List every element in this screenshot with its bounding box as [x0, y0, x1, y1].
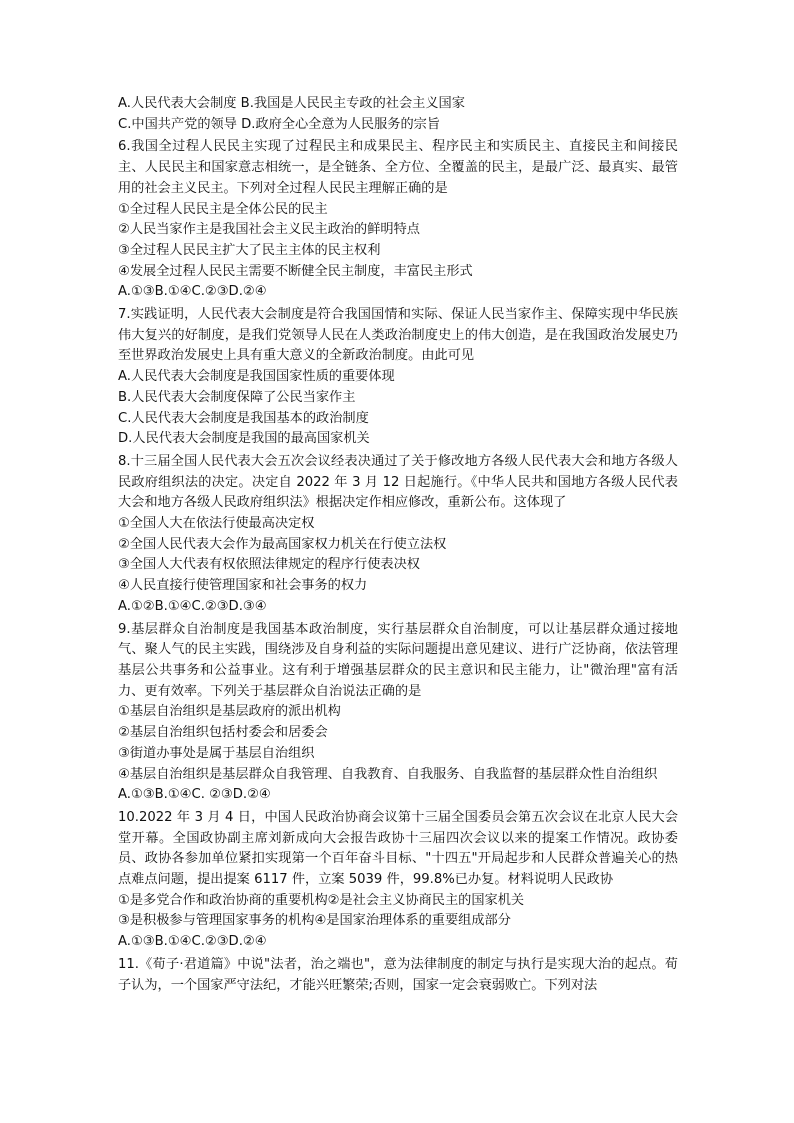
- answer-options: A.①③B.①④C.②③D.②④: [118, 284, 267, 300]
- statement-line: ③是积极参与管理国家事务的机构④是国家治理体系的重要组成部分: [118, 913, 511, 929]
- statement-line: ①是多党合作和政治协商的重要机构②是社会主义协商民主的国家机关: [118, 892, 525, 908]
- question-10-stem: 10.2022 年 3 月 4 日，中国人民政治协商会议第十三届全国委员会第五次会议在北京人民大会堂开幕。全国政协副主席刘新成向大会报告政协十三届四次会议以来的提案工作情况。政协委员、政协各参加单位紧扣实现第一个百年奋斗目标、"十四五"开局起步和人民群众普遍关心的热点难点问题，提出提案 6117 件，立案 5039 件，99.8%已办复。材料说明人民政协: [118, 809, 678, 888]
- exam-page: [118, 94, 678, 996]
- statement-line: ④发展全过程人民民主需要不断健全民主制度，丰富民主形式: [118, 263, 473, 279]
- statement-line: ③全过程人民民主扩大了民主主体的民主权利: [118, 242, 381, 258]
- statement-line: ④人民直接行使管理国家和社会事务的权力: [118, 578, 368, 594]
- option-line: C.人民代表大会制度是我国基本的政治制度: [118, 410, 369, 426]
- statement-line: ①全国人大在依法行使最高决定权: [118, 516, 315, 532]
- question-11-stem: 11.《荀子·君道篇》中说"法者，治之端也"，意为法律制度的制定与执行是实现大治的起点。荀子认为，一个国家严守法纪，才能兴旺繁荣;否则，国家一定会衰弱败亡。下列对法: [118, 956, 678, 993]
- question-9-stem: 9.基层群众自治制度是我国基本政治制度，实行基层群众自治制度，可以让基层群众通过接地气、聚人气的民主实践，围绕涉及自身利益的实际问题提出意见建议、进行广泛协商，依法管理基层公共事务和公益事业。这有利于增强基层群众的民主意识和民主能力，让"微治理"富有活力、更有效率。下列关于基层群众自治说法正确的是: [118, 621, 678, 699]
- statement-line: ①全过程人民民主是全体公民的民主: [118, 201, 328, 217]
- statement-line: ②基层自治组织包括村委会和居委会: [118, 725, 328, 741]
- question-6-stem: 6.我国全过程人民民主实现了过程民主和成果民主、程序民主和实质民主、直接民主和间接民主、人民民主和国家意志相统一，是全链条、全方位、全覆盖的民主，是最广泛、最真实、最管用的社会主义民主。下列对全过程人民民主理解正确的是: [118, 139, 678, 196]
- statement-line: ②人民当家作主是我国社会主义民主政治的鲜明特点: [118, 222, 420, 238]
- option-line: B.人民代表大会制度保障了公民当家作主: [118, 389, 356, 405]
- question-7-stem: 7.实践证明，人民代表大会制度是符合我国国情和实际、保证人民当家作主、保障实现中华民族伟大复兴的好制度，是我们党领导人民在人类政治制度史上的伟大创造，是在我国政治发展史乃至世界政治发展史上具有重大意义的全新政治制度。由此可见: [118, 307, 678, 364]
- statement-line: ③街道办事处是属于基层自治组织: [118, 745, 315, 761]
- statement-line: ②全国人民代表大会作为最高国家权力机关在行使立法权: [118, 536, 447, 552]
- answer-options: A.①②B.①④C.②③D.③④: [118, 598, 267, 614]
- answer-options: A.①③B.①④C. ②③D.②④: [118, 787, 271, 803]
- answer-options: A.①③B.①④C.②③D.②④: [118, 934, 267, 950]
- statement-line: ③全国人大代表有权依照法律规定的程序行使表决权: [118, 557, 420, 573]
- option-line: D.人民代表大会制度是我国的最高国家机关: [118, 431, 370, 447]
- statement-line: ①基层自治组织是基层政府的派出机构: [118, 704, 341, 720]
- option-line: A.人民代表大会制度 B.我国是人民民主专政的社会主义国家: [118, 96, 465, 111]
- statement-line: ④基层自治组织是基层群众自我管理、自我教育、自我服务、自我监督的基层群众性自治组织: [118, 766, 658, 782]
- option-line: C.中国共产党的领导 D.政府全心全意为人民服务的宗旨: [118, 116, 441, 132]
- option-line: A.人民代表大会制度是我国国家性质的重要体现: [118, 369, 395, 385]
- question-8-stem: 8.十三届全国人民代表大会五次会议经表决通过了关于修改地方各级人民代表大会和地方各级人民政府组织法的决定。决定自 2022 年 3 月 12 日起施行。《中华人民共和国地方各级人民代表大会和地方各级人民政府组织法》根据决定作相应修改，重新公布。这体现了: [118, 453, 678, 511]
